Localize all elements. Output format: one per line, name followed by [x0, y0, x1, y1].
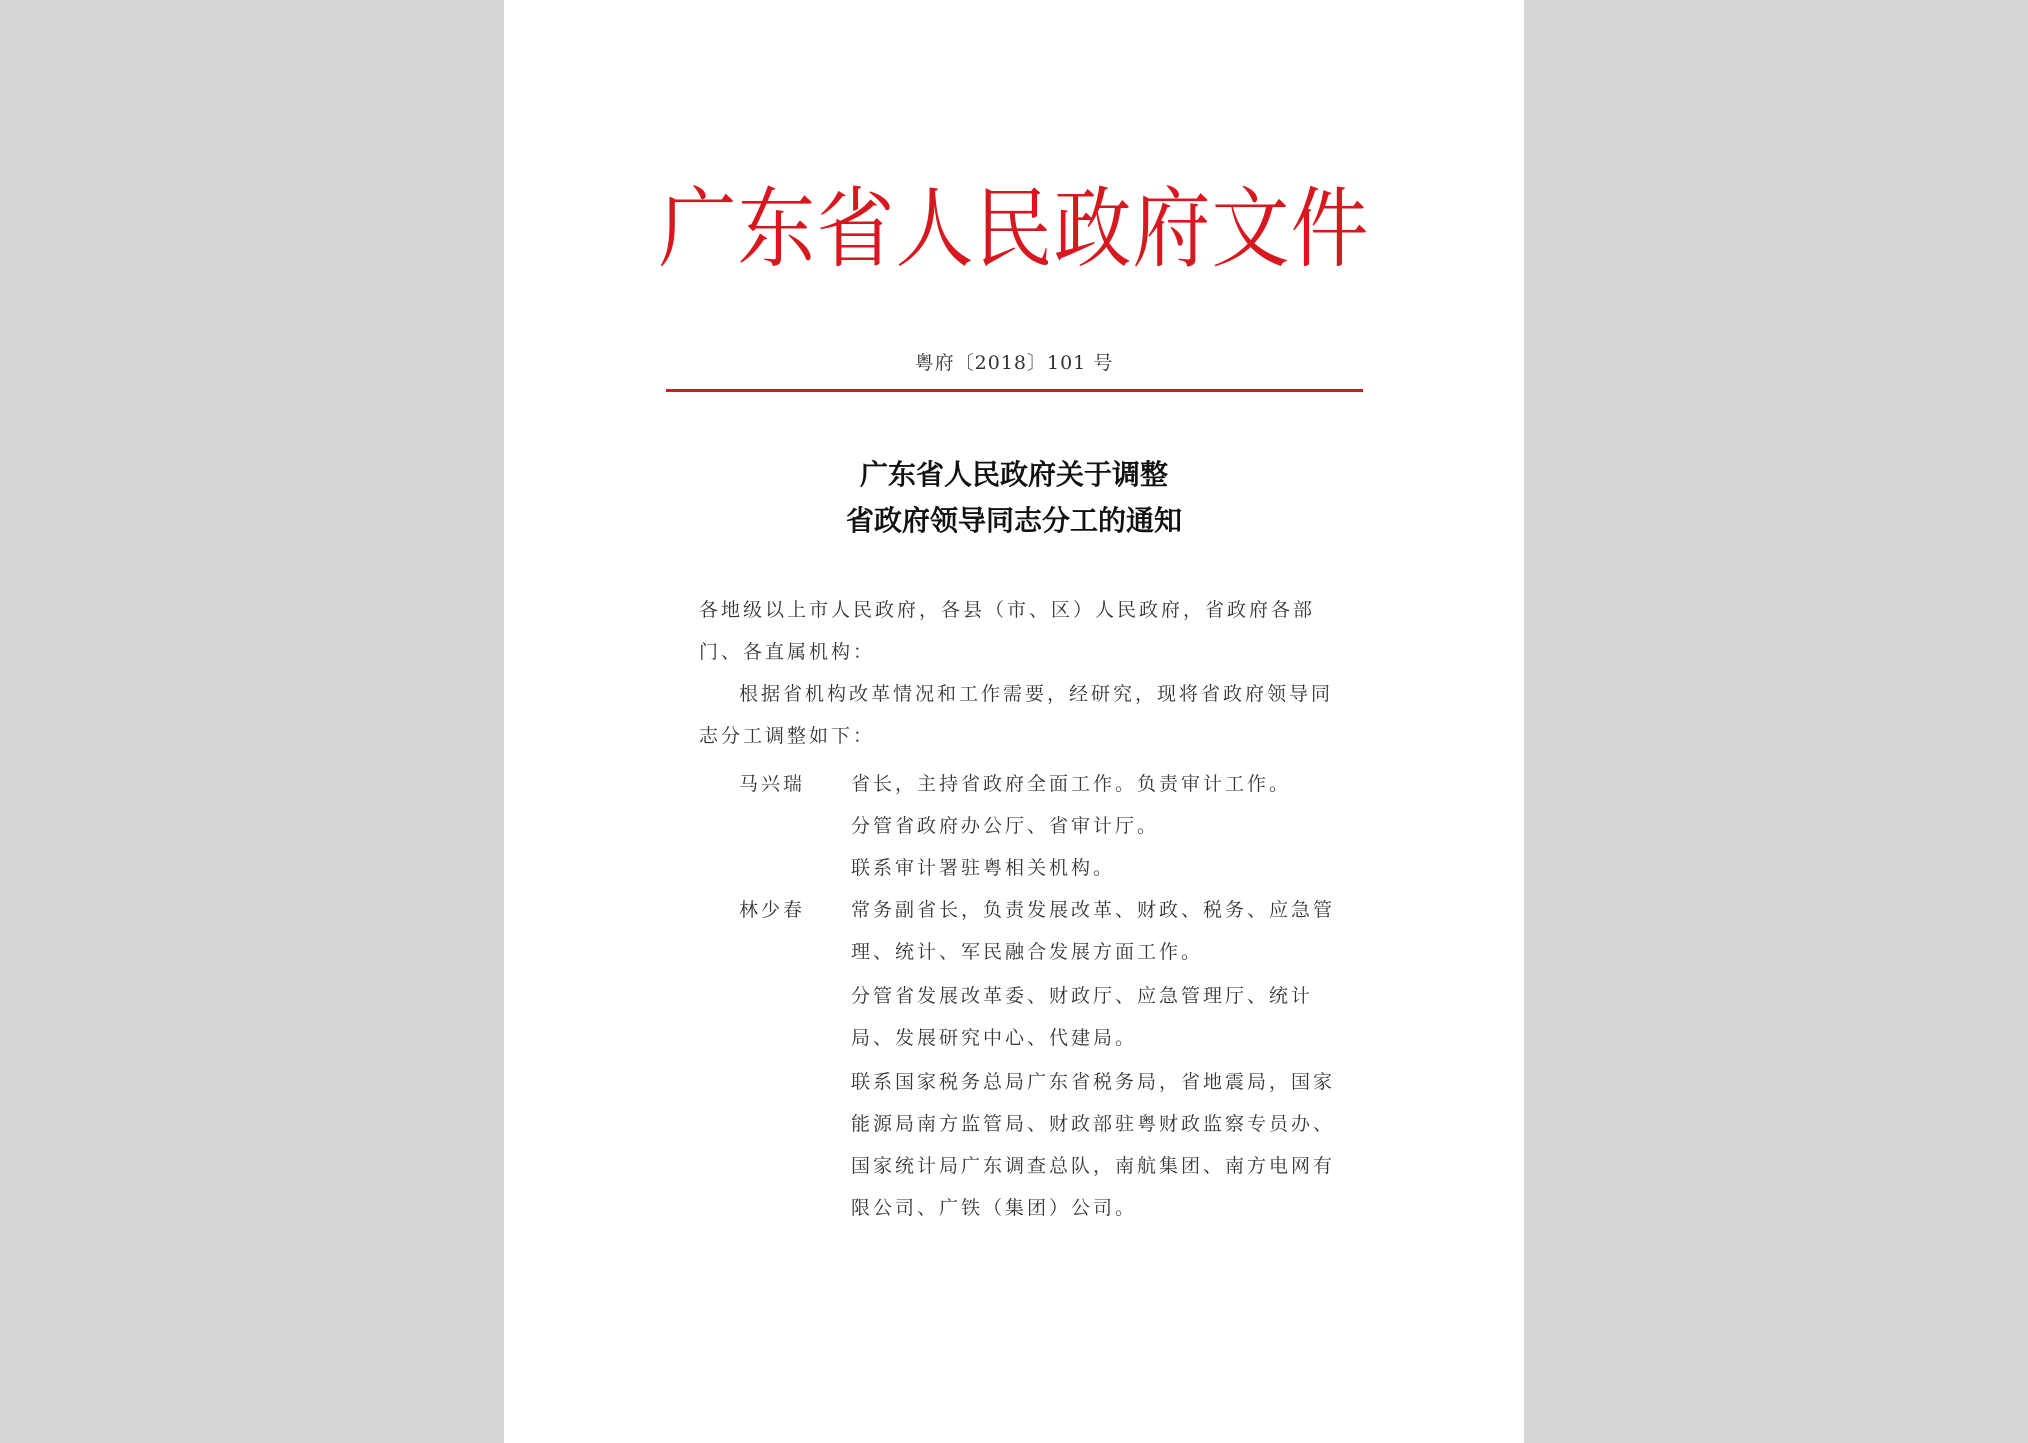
leader-1-duty-3: 联系审计署驻粤相关机构。: [851, 857, 1116, 879]
leader-1-duty-1: 省长，主持省政府全面工作。负责审计工作。: [851, 773, 1292, 795]
intro-paragraph: 根据省机构改革情况和工作需要，经研究，现将省政府领导同志分工调整如下：: [699, 683, 1334, 747]
leader-2-duty-1: 常务副省长，负责发展改革、财政、税务、应急管理、统计、军民融合发展方面工作。: [851, 899, 1336, 963]
document-title: [504, 452, 1524, 544]
leader-2-duty-2: 分管省发展改革委、财政厅、应急管理厅、统计局、发展研究中心、代建局。: [851, 985, 1314, 1049]
salutation-paragraph: 各地级以上市人民政府，各县（市、区）人民政府，省政府各部门、各直属机构：: [699, 599, 1316, 663]
leader-2-duty-3: 联系国家税务总局广东省税务局，省地震局，国家能源局南方监管局、财政部驻粤财政监察专员办、国家统计局广东调查总队，南航集团、南方电网有限公司、广铁（集团）公司。: [851, 1071, 1336, 1219]
leader-1-duty-2: 分管省政府办公厅、省审计厅。: [851, 815, 1160, 837]
red-divider-line: [666, 389, 1363, 392]
leader-name-1: 马兴瑞: [739, 773, 806, 795]
document-masthead: 广东省人民政府文件: [658, 179, 1370, 281]
document-title-line-2: 省政府领导同志分工的通知: [845, 504, 1182, 537]
document-number: 粤府〔2018〕101 号: [914, 352, 1114, 374]
leader-name-2: 林少春: [739, 899, 806, 921]
document-page: [504, 0, 1524, 1443]
document-title-line-1: 广东省人民政府关于调整: [859, 458, 1168, 491]
